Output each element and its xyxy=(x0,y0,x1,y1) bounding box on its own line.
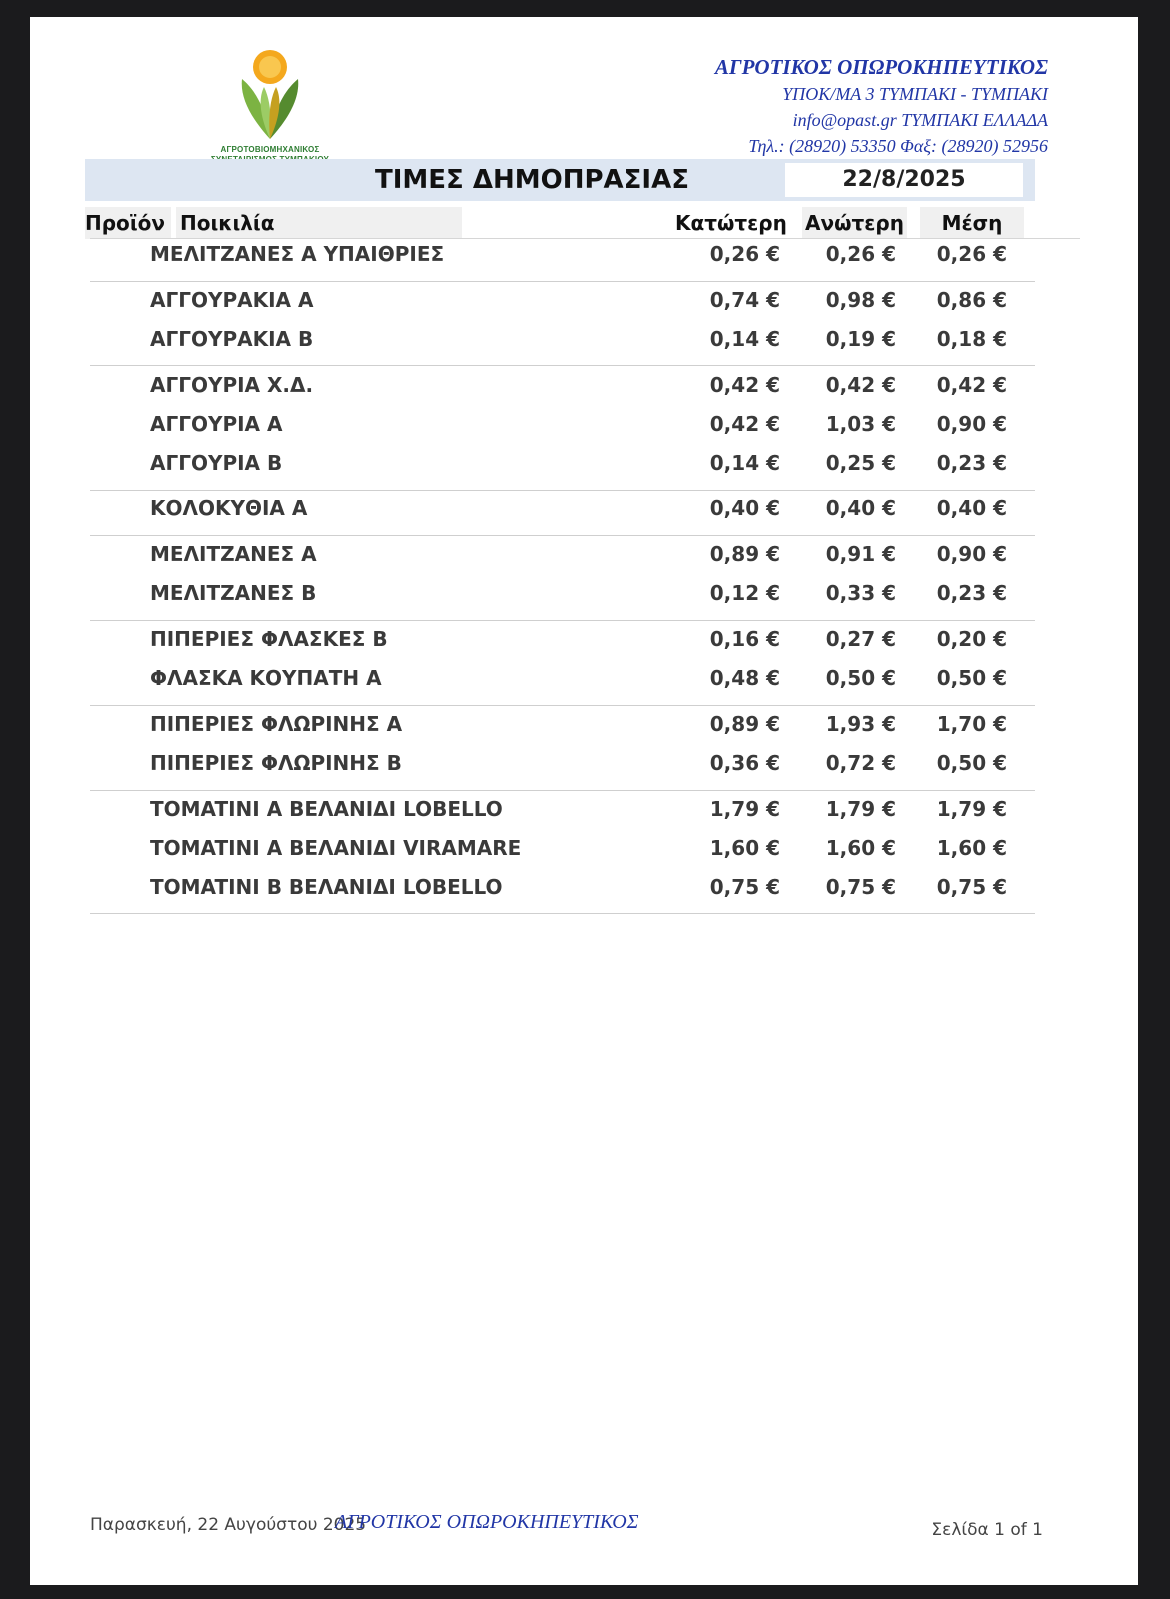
table-row xyxy=(30,868,1138,907)
product-name: ΠΙΠΕΡΙΕΣ ΦΛΑΣΚΕΣ Β xyxy=(150,627,388,651)
table-row xyxy=(30,405,1138,444)
table-row xyxy=(30,574,1138,613)
high-price: 0,50 € xyxy=(825,666,896,690)
table-row xyxy=(30,829,1138,868)
low-price: 0,12 € xyxy=(709,581,780,605)
group-divider xyxy=(90,913,1035,914)
document-page xyxy=(30,17,1138,1585)
table-row xyxy=(30,620,1138,659)
high-price: 1,60 € xyxy=(825,836,896,860)
average-price: 0,90 € xyxy=(936,542,1007,566)
auction-date: 22/8/2025 xyxy=(785,163,1023,197)
sun-leaves-icon xyxy=(240,47,300,142)
average-price: 0,23 € xyxy=(936,581,1007,605)
table-row xyxy=(30,235,1138,274)
group-divider xyxy=(90,620,1035,621)
average-price: 0,23 € xyxy=(936,451,1007,475)
average-price: 1,79 € xyxy=(936,797,1007,821)
column-header-variety: Ποικιλία xyxy=(176,207,462,239)
table-row xyxy=(30,744,1138,783)
average-price: 0,20 € xyxy=(936,627,1007,651)
product-name: ΑΓΓΟΥΡΙΑ Α xyxy=(150,412,283,436)
high-price: 0,40 € xyxy=(825,496,896,520)
high-price: 0,98 € xyxy=(825,288,896,312)
column-header-high: Ανώτερη xyxy=(802,207,907,239)
cooperative-logo xyxy=(190,47,350,167)
table-row xyxy=(30,320,1138,359)
table-row xyxy=(30,659,1138,698)
footer-company: ΑΓΡΟΤΙΚΟΣ ΟΠΩΡΟΚΗΠΕΥΤΙΚΟΣ xyxy=(335,1511,639,1533)
high-price: 0,33 € xyxy=(825,581,896,605)
product-name: TOMATINI B ΒΕΛΑΝΙΔΙ LOBELLO xyxy=(150,875,503,899)
table-row xyxy=(30,705,1138,744)
company-phones: Τηλ.: (28920) 53350 Φαξ: (28920) 52956 xyxy=(748,136,1048,156)
product-name: ΑΓΓΟΥΡΑΚΙΑ Β xyxy=(150,327,314,351)
low-price: 0,14 € xyxy=(709,451,780,475)
low-price: 0,16 € xyxy=(709,627,780,651)
product-name: ΜΕΛΙΤΖΑΝΕΣ Β xyxy=(150,581,317,605)
group-divider xyxy=(90,281,1035,282)
low-price: 1,60 € xyxy=(709,836,780,860)
average-price: 0,40 € xyxy=(936,496,1007,520)
column-header-avg: Μέση xyxy=(920,207,1024,239)
product-name: ΠΙΠΕΡΙΕΣ ΦΛΩΡΙΝΗΣ Α xyxy=(150,712,403,736)
average-price: 0,26 € xyxy=(936,242,1007,266)
average-price: 0,18 € xyxy=(936,327,1007,351)
column-header-product: Προϊόν xyxy=(85,207,171,239)
average-price: 0,75 € xyxy=(936,875,1007,899)
average-price: 0,90 € xyxy=(936,412,1007,436)
group-divider xyxy=(90,705,1035,706)
high-price: 1,79 € xyxy=(825,797,896,821)
company-address: ΥΠΟΚ/ΜΑ 3 ΤΥΜΠΑΚΙ - ΤΥΜΠΑΚΙ xyxy=(782,84,1048,104)
table-row xyxy=(30,366,1138,405)
company-header xyxy=(715,53,1048,159)
low-price: 1,79 € xyxy=(709,797,780,821)
high-price: 0,72 € xyxy=(825,751,896,775)
table-row xyxy=(30,489,1138,528)
company-email: info@opast.gr ΤΥΜΠΑΚΙ ΕΛΛΑΔΑ xyxy=(792,110,1048,130)
title-band xyxy=(85,159,1035,201)
product-name: ΑΓΓΟΥΡΙΑ Χ.Δ. xyxy=(150,373,314,397)
low-price: 0,14 € xyxy=(709,327,780,351)
average-price: 0,42 € xyxy=(936,373,1007,397)
company-name: ΑΓΡΟΤΙΚΟΣ ΟΠΩΡΟΚΗΠΕΥΤΙΚΟΣ xyxy=(714,55,1048,79)
group-divider xyxy=(90,490,1035,491)
high-price: 1,03 € xyxy=(825,412,896,436)
group-divider xyxy=(90,535,1035,536)
low-price: 0,74 € xyxy=(709,288,780,312)
low-price: 0,48 € xyxy=(709,666,780,690)
group-divider xyxy=(90,365,1035,366)
low-price: 0,75 € xyxy=(709,875,780,899)
high-price: 0,91 € xyxy=(825,542,896,566)
high-price: 0,75 € xyxy=(825,875,896,899)
column-header-low: Κατώτερη xyxy=(675,211,787,235)
low-price: 0,89 € xyxy=(709,712,780,736)
high-price: 1,93 € xyxy=(825,712,896,736)
group-divider xyxy=(90,790,1035,791)
product-name: ΑΓΓΟΥΡΑΚΙΑ Α xyxy=(150,288,314,312)
average-price: 1,60 € xyxy=(936,836,1007,860)
average-price: 1,70 € xyxy=(936,712,1007,736)
average-price: 0,50 € xyxy=(936,666,1007,690)
low-price: 0,42 € xyxy=(709,412,780,436)
footer-date: Παρασκευή, 22 Αυγούστου 2025 xyxy=(90,1515,367,1535)
low-price: 0,36 € xyxy=(709,751,780,775)
product-name: ΦΛΑΣΚΑ ΚΟΥΠΑΤΗ Α xyxy=(150,666,382,690)
table-row xyxy=(30,790,1138,829)
product-name: ΠΙΠΕΡΙΕΣ ΦΛΩΡΙΝΗΣ Β xyxy=(150,751,402,775)
low-price: 0,42 € xyxy=(709,373,780,397)
high-price: 0,26 € xyxy=(825,242,896,266)
high-price: 0,42 € xyxy=(825,373,896,397)
table-row xyxy=(30,444,1138,483)
high-price: 0,19 € xyxy=(825,327,896,351)
product-name: TOMATINI A ΒΕΛΑΝΙΔΙ VIRAMARE xyxy=(150,836,522,860)
average-price: 0,86 € xyxy=(936,288,1007,312)
average-price: 0,50 € xyxy=(936,751,1007,775)
product-name: TOMATINI A ΒΕΛΑΝΙΔΙ LOBELLO xyxy=(150,797,503,821)
product-name: ΜΕΛΙΤΖΑΝΕΣ Α xyxy=(150,542,317,566)
low-price: 0,89 € xyxy=(709,542,780,566)
table-row xyxy=(30,535,1138,574)
product-name: ΚΟΛΟΚΥΘΙΑ Α xyxy=(150,496,308,520)
logo-line-1: ΑΓΡΟΤΟΒΙΟΜΗΧΑΝΙΚΟΣ xyxy=(220,145,320,154)
low-price: 0,26 € xyxy=(709,242,780,266)
high-price: 0,25 € xyxy=(825,451,896,475)
product-name: ΑΓΓΟΥΡΙΑ Β xyxy=(150,451,283,475)
table-row xyxy=(30,281,1138,320)
product-name: ΜΕΛΙΤΖΑΝΕΣ Α ΥΠΑΙΘΡΙΕΣ xyxy=(150,242,445,266)
page-title: ΤΙΜΕΣ ΔΗΜΟΠΡΑΣΙΑΣ xyxy=(375,165,689,195)
high-price: 0,27 € xyxy=(825,627,896,651)
low-price: 0,40 € xyxy=(709,496,780,520)
footer-page-number: Σελίδα 1 of 1 xyxy=(931,1520,1043,1540)
